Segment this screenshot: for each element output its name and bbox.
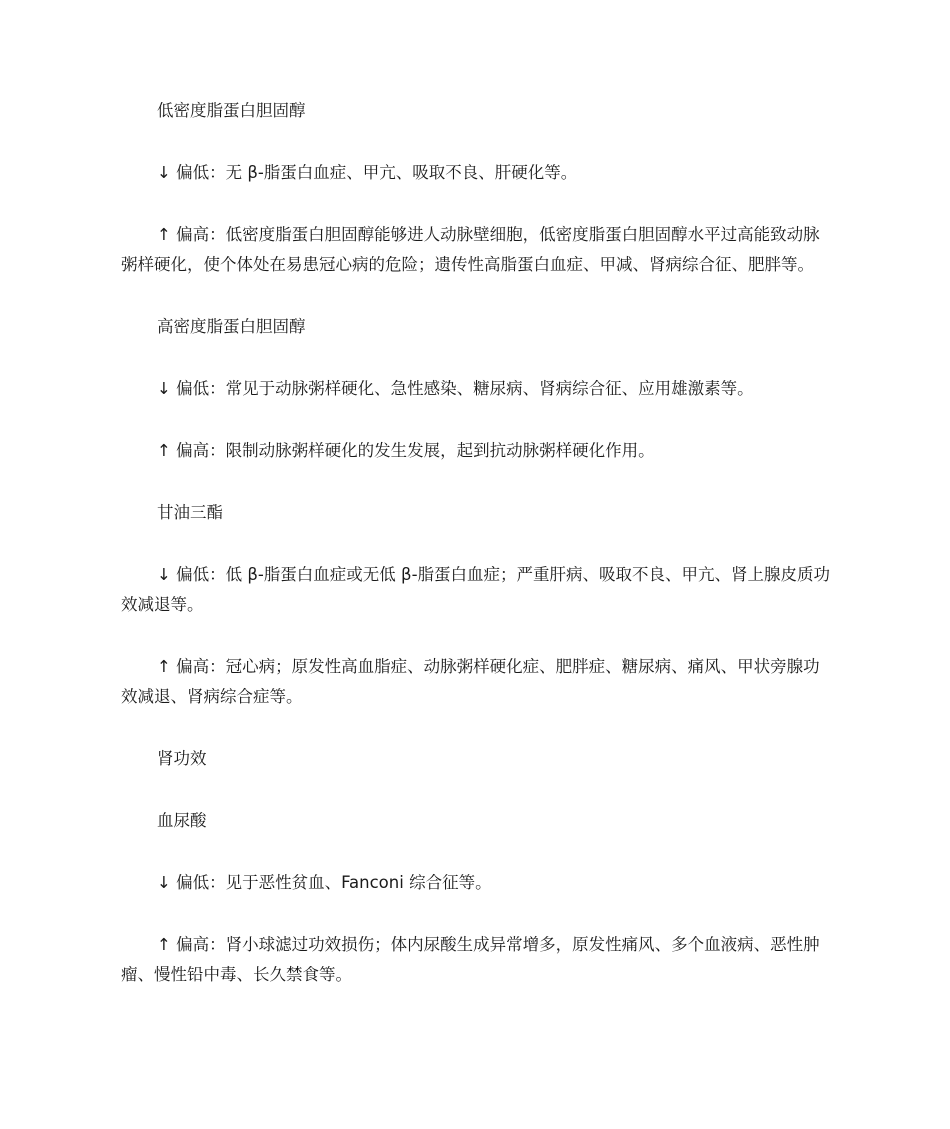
uric-acid-high-note: ↑ 偏高：肾小球滤过功效损伤；体内尿酸生成异常增多，原发性痛风、多个血液病、恶性肿瘤、慢性铅中毒、长久禁食等。 — [121, 935, 820, 984]
triglycerides-high-note: ↑ 偏高：冠心病；原发性高血脂症、动脉粥样硬化症、肥胖症、糖尿病、痛风、甲状旁腺功效减退、肾病综合症等。 — [121, 657, 820, 706]
heading-triglycerides: 甘油三酯 — [157, 503, 223, 522]
triglycerides-low-note: ↓ 偏低：低 β-脂蛋白血症或无低 β-脂蛋白血症；严重肝病、吸取不良、甲亢、肾上腺皮质功效减退等。 — [121, 565, 831, 614]
heading-kidney-function: 肾功效 — [157, 749, 207, 768]
heading-hdl-cholesterol: 高密度脂蛋白胆固醇 — [157, 317, 306, 336]
ldl-high-note: ↑ 偏高：低密度脂蛋白胆固醇能够进人动脉壁细胞，低密度脂蛋白胆固醇水平过高能致动脉粥样硬化，使个体处在易患冠心病的危险；遗传性高脂蛋白血症、甲减、肾病综合征、肥胖等。 — [121, 225, 820, 274]
document-body — [121, 96, 831, 990]
uric-acid-low-note: ↓ 偏低：见于恶性贫血、Fanconi 综合征等。 — [157, 873, 492, 892]
ldl-low-note: ↓ 偏低：无 β-脂蛋白血症、甲亢、吸取不良、肝硬化等。 — [157, 163, 578, 182]
heading-ldl-cholesterol: 低密度脂蛋白胆固醇 — [157, 101, 306, 120]
hdl-high-note: ↑ 偏高：限制动脉粥样硬化的发生发展，起到抗动脉粥样硬化作用。 — [157, 441, 655, 460]
hdl-low-note: ↓ 偏低：常见于动脉粥样硬化、急性感染、糖尿病、肾病综合征、应用雄激素等。 — [157, 379, 754, 398]
heading-uric-acid: 血尿酸 — [157, 811, 207, 830]
